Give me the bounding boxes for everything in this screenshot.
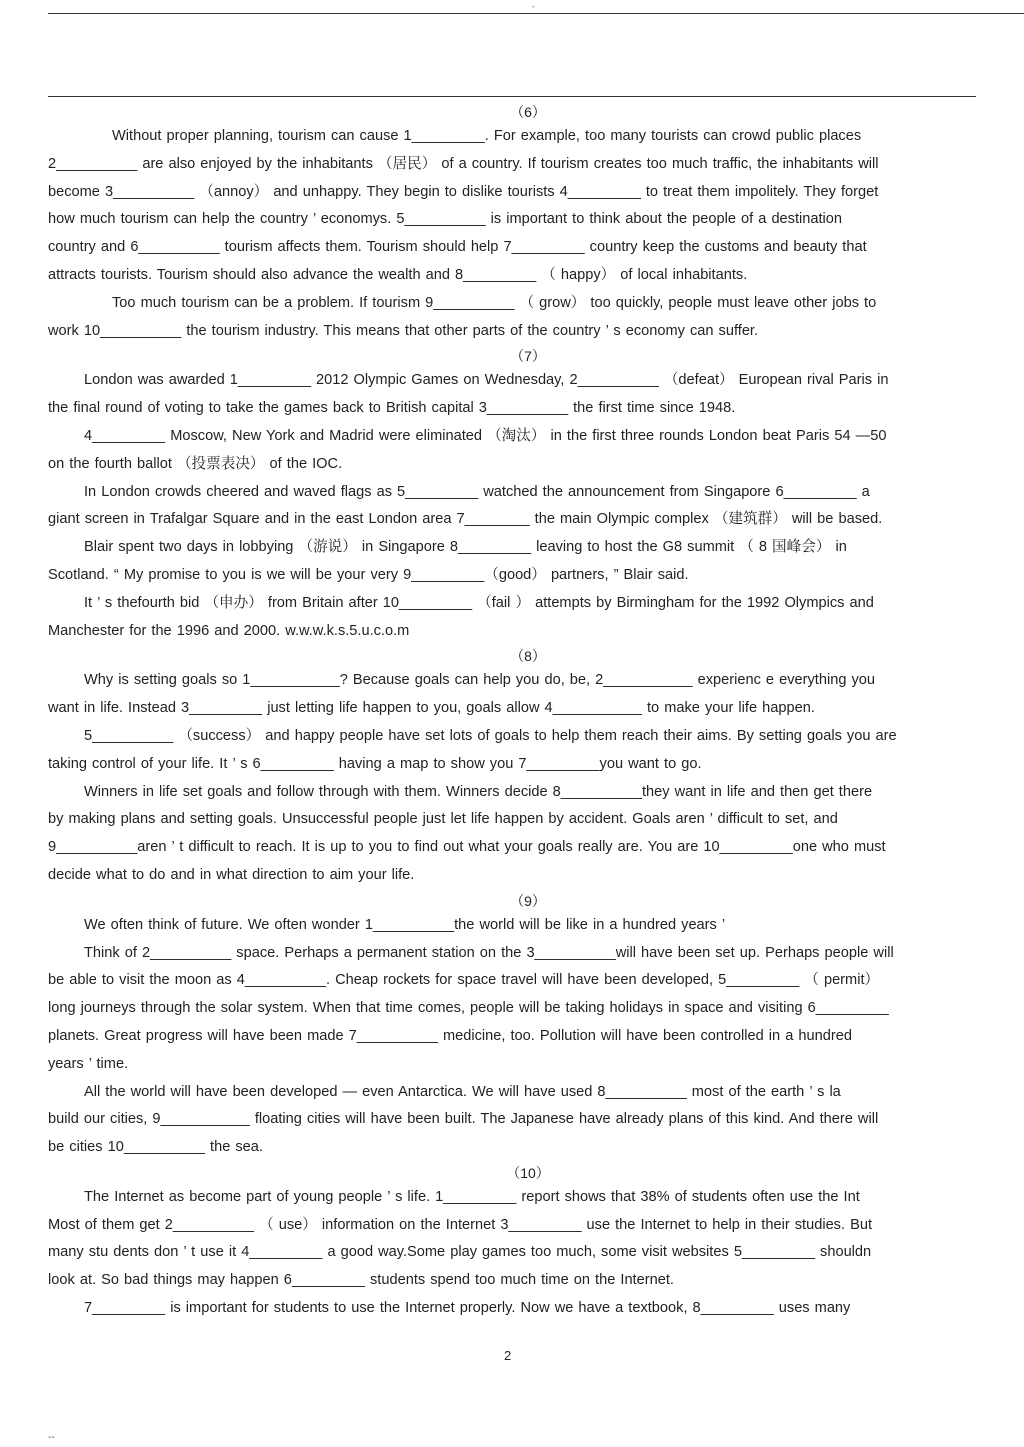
section-heading: （6） (510, 104, 546, 120)
text-line: London was awarded 1_________ 2012 Olympic Games on Wednesday, 2__________ （defeat） European rival Paris in (84, 372, 889, 389)
section-heading: （7） (510, 348, 546, 365)
text-line: 9__________aren ’ t difficult to reach. It is up to you to find out what your goals really are. You are 10_________one who must (48, 839, 886, 856)
text-line: become 3__________ （annoy） and unhappy. They begin to dislike tourists 4_________ to treat them impolitely. They forget (48, 183, 879, 200)
text-line: In London crowds cheered and waved flags as 5_________ watched the announcement from Singapore 6_________ a (84, 483, 870, 500)
text-line: Blair spent two days in lobbying （游说） in Singapore 8_________ leaving to host the G8 summit （ 8 国峰会） in (84, 539, 847, 556)
section-rule (48, 96, 976, 97)
document-body (48, 101, 1024, 1323)
text-line: attracts tourists. Tourism should also advance the wealth and 8_________ （ happy） of local inhabitants. (48, 266, 748, 283)
text-line: Most of them get 2__________ （ use） information on the Internet 3_________ use the Internet to help in their studies. But (48, 1216, 872, 1233)
top-mark: - (532, 2, 535, 11)
text-line: The Internet as become part of young people ’ s life. 1_________ report shows that 38% of students often use the Int (84, 1188, 860, 1205)
text-line: planets. Great progress will have been made 7__________ medicine, too. Pollution will have been controlled in a hundred (48, 1027, 852, 1044)
text-line: Why is setting goals so 1___________? Because goals can help you do, be, 2___________ experienc e everything you (84, 672, 876, 689)
text-line: Without proper planning, tourism can cause 1_________. For example, too many tourists can crowd public places (112, 128, 862, 144)
text-line: work 10__________ the tourism industry. This means that other parts of the country ’ s economy can suffer. (48, 322, 759, 339)
text-line: All the world will have been developed — even Antarctica. We will have used 8__________ most of the earth ’ s la (84, 1083, 841, 1100)
page-number: 2 (504, 1348, 512, 1363)
section-heading: （9） (510, 892, 546, 909)
section-heading: （10） (506, 1164, 550, 1181)
text-line: 2__________ are also enjoyed by the inhabitants （居民） of a country. If tourism creates too much traffic, the inhabitants will (48, 155, 879, 172)
text-line: We often think of future. We often wonder 1__________the world will be like in a hundred years ’ (84, 916, 726, 933)
text-line: on the fourth ballot （投票表决） of the IOC. (48, 455, 343, 472)
text-line: look at. So bad things may happen 6_________ students spend too much time on the Internet. (48, 1272, 674, 1289)
text-line: the final round of voting to take the games back to British capital 3__________ the first time since 1948. (48, 400, 736, 417)
text-line: 7_________ is important for students to use the Internet properly. Now we have a textbook, 8_________ uses many (84, 1300, 851, 1317)
text-line: by making plans and setting goals. Unsuccessful people just let life happen by accident. Goals aren ’ difficult to set, and (48, 811, 838, 828)
text-line: taking control of your life. It ’ s 6_________ having a map to show you 7_________you want to go. (48, 755, 702, 772)
text-line: be cities 10__________ the sea. (48, 1139, 263, 1156)
text-line: Think of 2__________ space. Perhaps a permanent station on the 3__________will have been set up. Perhaps people will (84, 944, 894, 961)
text-line: decide what to do and in what direction to aim your life. (48, 866, 415, 883)
text-line: build our cities, 9___________ floating cities will have been built. The Japanese have already plans of this kind. And there will (48, 1111, 879, 1128)
text-line: country and 6__________ tourism affects them. Tourism should help 7_________ country keep the customs and beauty that (48, 239, 867, 256)
text-line: Scotland. “ My promise to you is we will be your very 9_________（good） partners, ” Blair said. (48, 566, 689, 583)
text-line: It ’ s thefourth bid （申办） from Britain after 10_________ （fail ） attempts by Birmingham for the 1992 Olympics and (84, 594, 874, 611)
text-line: 4_________ Moscow, New York and Madrid were eliminated （淘汰） in the first three rounds London beat Paris 54 —50 (84, 427, 887, 444)
text-line: Winners in life set goals and follow through with them. Winners decide 8__________they want in life and then get there (84, 783, 873, 800)
text-line: be able to visit the moon as 4__________. Cheap rockets for space travel will have been developed, 5_________ （ permit） (48, 972, 880, 989)
footer-mark: -- (48, 1432, 55, 1443)
text-line: giant screen in Trafalgar Square and in the east London area 7________ the main Olympic complex （建筑群） will be based. (48, 511, 883, 528)
section-heading: （8） (510, 648, 546, 665)
text-line: Too much tourism can be a problem. If tourism 9__________ （ grow） too quickly, people must leave other jobs to (112, 294, 877, 311)
text-line: how much tourism can help the country ’ economys. 5__________ is important to think about the people of a destination (48, 211, 843, 228)
text-line: years ’ time. (48, 1055, 129, 1072)
text-line: Manchester for the 1996 and 2000. w.w.w.k.s.5.u.c.o.m (48, 622, 410, 639)
text-line: many stu dents don ’ t use it 4_________ a good way.Some play games too much, some visit websites 5_________ shouldn (48, 1244, 872, 1261)
text-line: 5__________ （success） and happy people have set lots of goals to help them reach their aims. By setting goals you are (84, 727, 897, 744)
text-line: want in life. Instead 3_________ just letting life happen to you, goals allow 4___________ to make your life happen. (48, 700, 815, 717)
text-line: long journeys through the solar system. When that time comes, people will be taking holidays in space and visiting 6_________ (48, 1000, 889, 1017)
top-rule (48, 13, 1024, 14)
